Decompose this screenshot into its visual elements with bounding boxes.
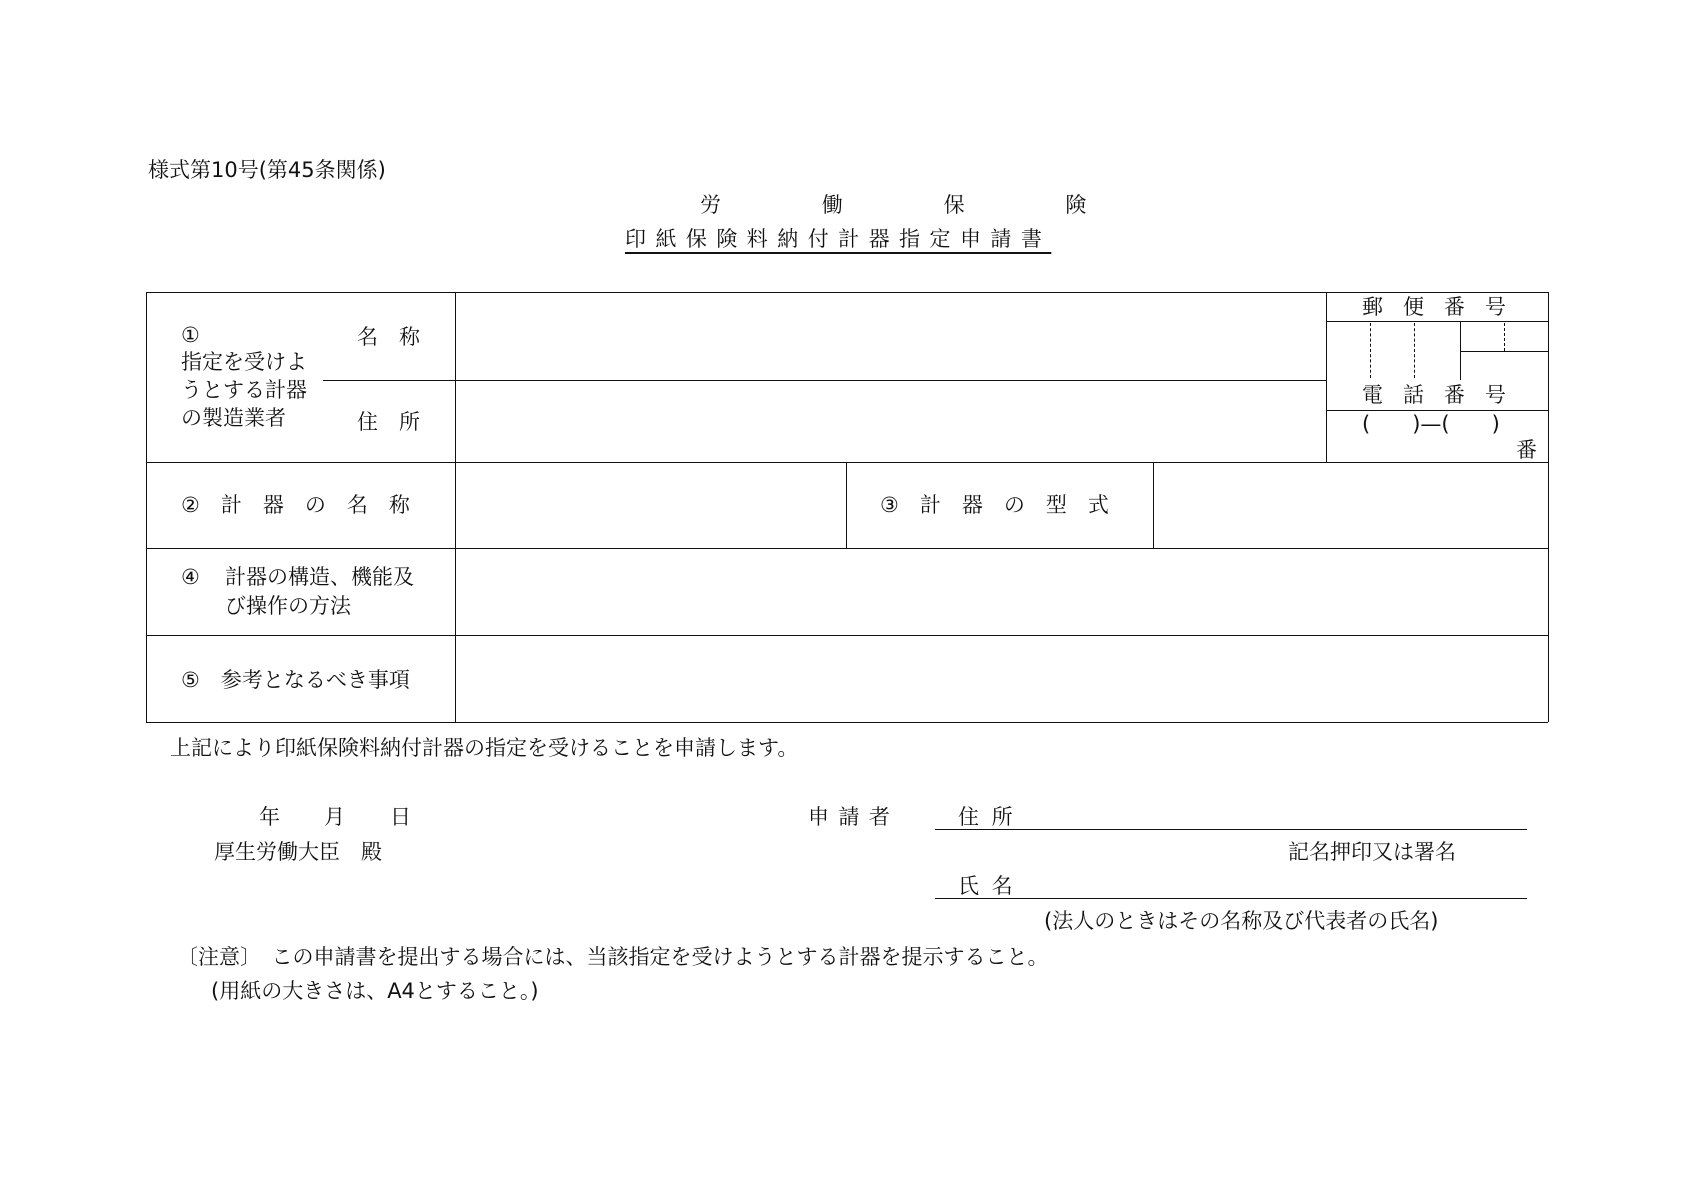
structure-label-line2: び操作の方法: [225, 594, 351, 618]
address-label: 住所: [357, 410, 441, 434]
phone-format: ( )—( ): [1362, 412, 1500, 436]
manufacturer-circle-num: ①: [181, 323, 200, 347]
manufacturer-label-line2: うとする計器: [181, 378, 307, 402]
applicant-name-field[interactable]: [1030, 873, 1525, 897]
phone-label: 電話番号: [1362, 383, 1526, 407]
instrument-model-field[interactable]: [1158, 466, 1544, 546]
manufacturer-label-line3: の製造業者: [181, 406, 286, 430]
applicant-name-label: 氏名: [958, 874, 1026, 898]
reference-field[interactable]: [460, 639, 1544, 720]
applicant-address-field[interactable]: [1030, 804, 1525, 828]
corporation-note: (法人のときはその名称及び代表者の氏名): [1044, 909, 1439, 933]
name-label: 名称: [357, 325, 441, 349]
paper-size-note: (用紙の大きさは、A4とすること。): [211, 979, 539, 1003]
seal-note: 記名押印又は署名: [1288, 840, 1456, 864]
applicant-label: 申請者: [808, 805, 900, 829]
reference-label: ⑤ 参考となるべき事項: [181, 668, 410, 692]
structure-label-line1: 計器の構造、機能及: [225, 565, 414, 589]
application-statement: 上記により印紙保険料納付計器の指定を受けることを申請します。: [170, 736, 799, 760]
postal-code-field[interactable]: [1330, 323, 1546, 379]
applicant-address-label: 住所: [958, 805, 1026, 829]
instrument-name-label: ② 計 器 の 名 称: [181, 493, 410, 517]
manufacturer-name-field[interactable]: [460, 296, 1322, 378]
date-day-label: 日: [390, 805, 411, 829]
structure-field[interactable]: [460, 552, 1544, 633]
title-line2: 印紙保険料納付計器指定申請書: [625, 227, 1052, 251]
instrument-name-field[interactable]: [460, 466, 842, 546]
date-month-label: 月: [324, 805, 345, 829]
postal-code-label: 郵便番号: [1362, 295, 1526, 319]
manufacturer-label-line1: 指定を受けよ: [181, 350, 307, 374]
date-year-label: 年: [259, 805, 280, 829]
caution-note: 〔注意〕 この申請書を提出する場合には、当該指定を受けようとする計器を提示すること。: [177, 945, 1049, 969]
instrument-model-label: ③ 計 器 の 型 式: [880, 493, 1109, 517]
form-number: 様式第10号(第45条関係): [148, 158, 386, 182]
structure-circle-num: ④: [181, 565, 200, 589]
addressee: 厚生労働大臣 殿: [214, 840, 382, 864]
manufacturer-address-field[interactable]: [460, 384, 1322, 460]
title-line1: 労 働 保 険: [700, 193, 1127, 217]
phone-suffix: 番: [1516, 438, 1537, 462]
